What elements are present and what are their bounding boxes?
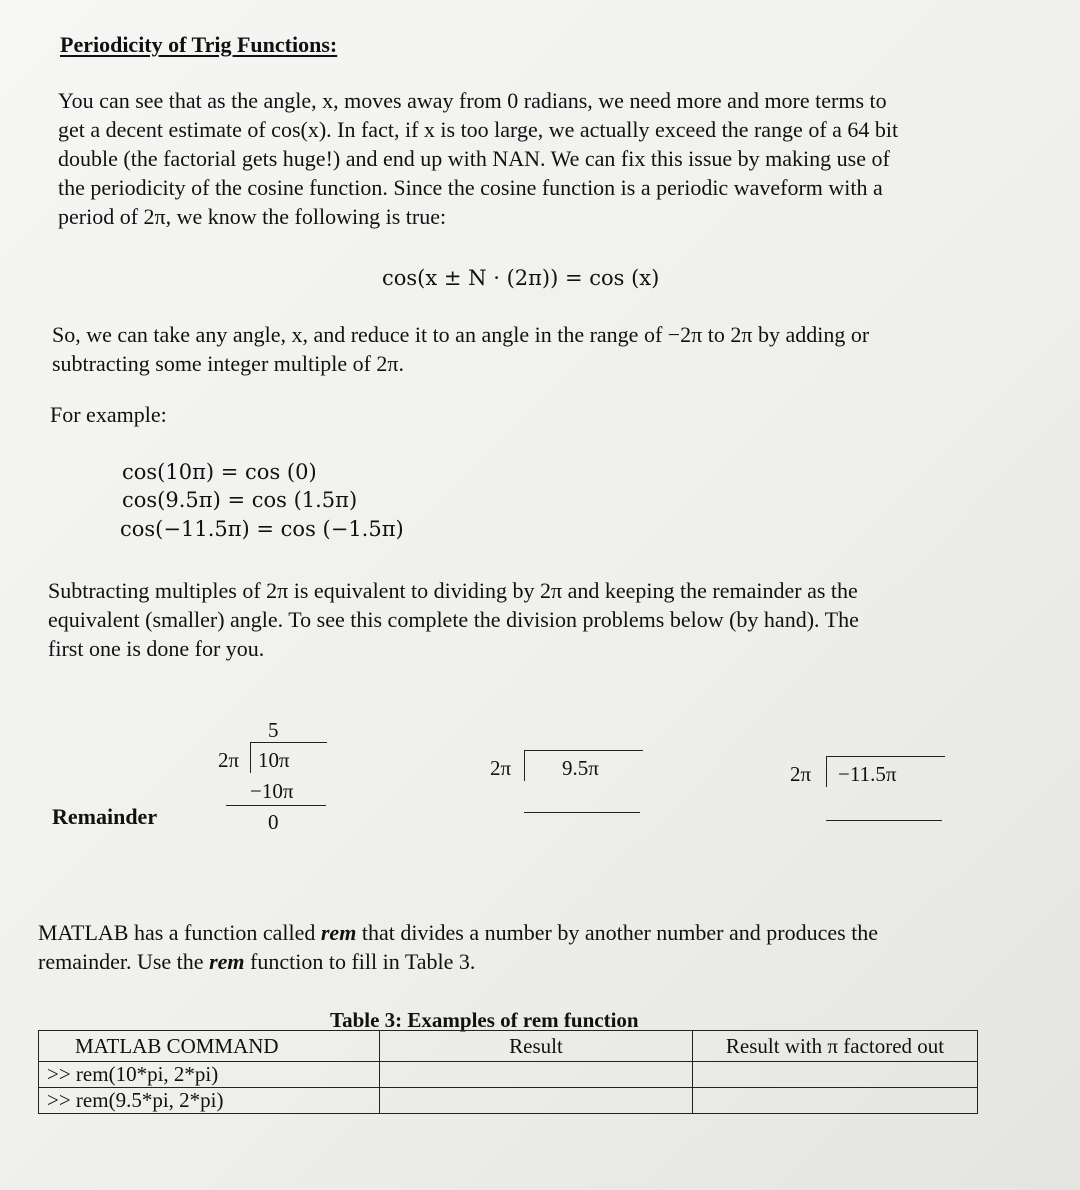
division3-answer-line: [826, 820, 942, 821]
reduce-line: subtracting some integer multiple of 2π.: [52, 351, 405, 376]
matlab-line: [38, 918, 878, 947]
rem-keyword: rem: [320, 920, 357, 945]
subtract-line: first one is done for you.: [48, 636, 265, 661]
intro-line: You can see that as the angle, x, moves away from 0 radians, we need more and more terms to: [58, 88, 887, 113]
header-matlab-command: MATLAB COMMAND: [39, 1031, 380, 1062]
example-equation: cos(10π) = cos (0): [122, 460, 317, 484]
remainder-label: Remainder: [52, 804, 158, 829]
matlab-line: [38, 947, 878, 976]
subtract-line: Subtracting multiples of 2π is equivalent to dividing by 2π and keeping the remainder as the: [48, 578, 858, 603]
subtract-line: equivalent (smaller) angle. To see this complete the division problems below (by hand). The: [48, 607, 859, 632]
intro-line: the periodicity of the cosine function. Since the cosine function is a periodic waveform with a: [58, 175, 883, 200]
rem-examples-table: [38, 1030, 978, 1114]
result-pi-cell[interactable]: [693, 1088, 978, 1114]
intro-paragraph: [58, 86, 898, 231]
example-equation: cos(−11.5π) = cos (−1.5π): [120, 517, 404, 541]
table-row: [39, 1088, 978, 1114]
matlab-text: that divides a number by another number and produces the: [356, 920, 879, 945]
header-result-pi-factored: Result with π factored out: [693, 1031, 978, 1062]
section-heading: Periodicity of Trig Functions:: [60, 32, 338, 57]
matlab-command-cell: >> rem(9.5*pi, 2*pi): [39, 1088, 380, 1114]
result-cell[interactable]: [380, 1088, 693, 1114]
matlab-text: remainder. Use the: [38, 949, 210, 974]
matlab-text: MATLAB has a function called: [38, 920, 321, 945]
reduce-paragraph: [52, 320, 869, 378]
rem-keyword: rem: [209, 949, 245, 974]
division1-quotient: 5: [268, 718, 279, 742]
division1-divisor: 2π: [218, 748, 240, 772]
intro-line: get a decent estimate of cos(x). In fact, if x is too large, we actually exceed the range of a 64 bit: [58, 117, 899, 142]
subtract-paragraph: [48, 576, 859, 663]
division2-answer-line: [524, 812, 640, 813]
table-caption: Table 3: Examples of rem function: [330, 1008, 639, 1032]
result-pi-cell[interactable]: [693, 1062, 978, 1088]
result-cell[interactable]: [380, 1062, 693, 1088]
example-equation: cos(9.5π) = cos (1.5π): [122, 488, 358, 512]
division3-dividend: −11.5π: [838, 762, 897, 786]
matlab-paragraph: [38, 918, 878, 976]
periodicity-identity: cos(x ± N · (2π)) = cos (x): [382, 266, 660, 290]
matlab-text: function to fill in Table 3.: [244, 949, 476, 974]
intro-line: double (the factorial gets huge!) and end up with NAN. We can fix this issue by making use of: [58, 146, 890, 171]
division1-remainder: 0: [268, 810, 279, 834]
table-header-row: [39, 1031, 978, 1062]
division1-dividend: 10π: [258, 748, 290, 772]
division1-subtract: −10π: [250, 779, 294, 803]
division3-divisor: 2π: [790, 762, 812, 786]
reduce-line: So, we can take any angle, x, and reduce it to an angle in the range of −2π to 2π by adding or: [52, 322, 870, 347]
header-result: Result: [380, 1031, 693, 1062]
matlab-command-cell: >> rem(10*pi, 2*pi): [39, 1062, 380, 1088]
division1-rule: [226, 805, 326, 806]
table-row: [39, 1062, 978, 1088]
division2-dividend: 9.5π: [562, 756, 599, 780]
intro-line: period of 2π, we know the following is true:: [58, 204, 447, 229]
division2-divisor: 2π: [490, 756, 512, 780]
for-example-label: For example:: [50, 402, 167, 427]
